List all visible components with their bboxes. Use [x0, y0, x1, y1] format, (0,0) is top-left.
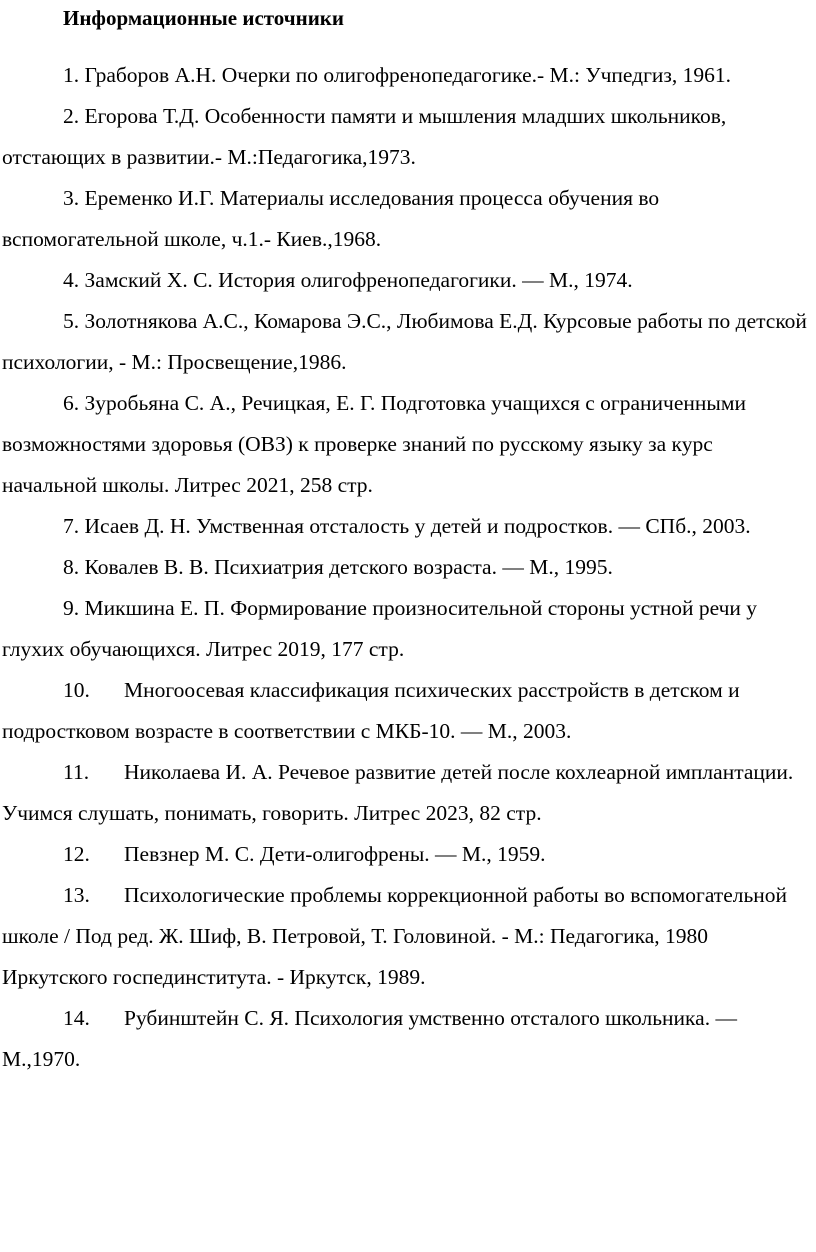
list-item-number: 9.: [63, 596, 80, 620]
list-item: [2, 301, 808, 383]
list-item-text: Зуробьяна С. А., Речицкая, Е. Г. Подготовка учащихся с ограниченными возможностями здоровья (ОВЗ) к проверке знаний по русскому языку за курс начальной школы. Литрес 2021, 258 стр.: [2, 391, 746, 497]
list-item-text: Исаев Д. Н. Умственная отсталость у детей и подростков. — СПб., 2003.: [84, 514, 751, 538]
list-item: [2, 752, 808, 834]
list-item-number: 3.: [63, 186, 80, 210]
list-item-text: Егорова Т.Д. Особенности памяти и мышления младших школьников, отстающих в развитии.- М.:Педагогика,1973.: [2, 104, 727, 169]
list-item: [2, 547, 808, 588]
list-item-number: 6.: [63, 391, 80, 415]
list-item-text: Граборов А.Н. Очерки по олигофренопедагогике.- М.: Учпедгиз, 1961.: [84, 63, 732, 87]
list-item-text: Ковалев В. В. Психиатрия детского возраста. — М., 1995.: [84, 555, 613, 579]
list-item: [2, 260, 808, 301]
list-item: [2, 998, 808, 1080]
list-item-text: Многоосевая классификация психических расстройств в детском и подростковом возрасте в соответствии с МКБ-10. — М., 2003.: [2, 678, 740, 743]
list-item-number: 14.: [63, 1006, 90, 1030]
list-item-text: Еременко И.Г. Материалы исследования процесса обучения во вспомогательной школе, ч.1.- Киев.,1968.: [2, 186, 660, 251]
list-item-number: 10.: [63, 678, 90, 702]
list-item: [2, 96, 808, 178]
list-item-number: 1.: [63, 63, 80, 87]
list-item: [2, 588, 808, 670]
list-item: [2, 670, 808, 752]
list-item: [2, 55, 808, 96]
list-item-number: 11.: [63, 760, 90, 784]
list-item-text: Замский Х. С. История олигофренопедагогики. — М., 1974.: [84, 268, 633, 292]
reference-list: [2, 55, 808, 1080]
list-item-number: 13.: [63, 883, 90, 907]
list-item-text: Николаева И. А. Речевое развитие детей после кохлеарной имплантации. Учимся слушать, понимать, говорить. Литрес 2023, 82 стр.: [2, 760, 794, 825]
list-item-text: Микшина Е. П. Формирование произносительной стороны устной речи у глухих обучающихся. Литрес 2019, 177 стр.: [2, 596, 758, 661]
list-item-number: 2.: [63, 104, 80, 128]
list-item: [2, 875, 808, 998]
list-item-number: 7.: [63, 514, 80, 538]
list-item-text: Рубинштейн С. Я. Психология умственно отсталого школьника. — М.,1970.: [2, 1006, 737, 1071]
list-item: [2, 506, 808, 547]
page-title: Информационные источники: [63, 6, 345, 30]
list-item: [2, 383, 808, 506]
list-item-number: 12.: [63, 842, 90, 866]
list-item-number: 5.: [63, 309, 80, 333]
list-item: [2, 834, 808, 875]
list-item-text: Золотнякова А.С., Комарова Э.С., Любимова Е.Д. Курсовые работы по детской психологии, - М.: Просвещение,1986.: [2, 309, 807, 374]
list-item-text: Психологические проблемы коррекционной работы во вспомогательной школе / Под ред. Ж. Шиф, В. Петровой, Т. Головиной. - М.: Педагогика, 1980 Иркутского госпединститута. - Иркутск, 1989.: [2, 883, 788, 989]
list-item: [2, 178, 808, 260]
list-item-number: 4.: [63, 268, 80, 292]
list-item-number: 8.: [63, 555, 80, 579]
list-item-text: Певзнер М. С. Дети-олигофрены. — М., 1959.: [124, 842, 546, 866]
